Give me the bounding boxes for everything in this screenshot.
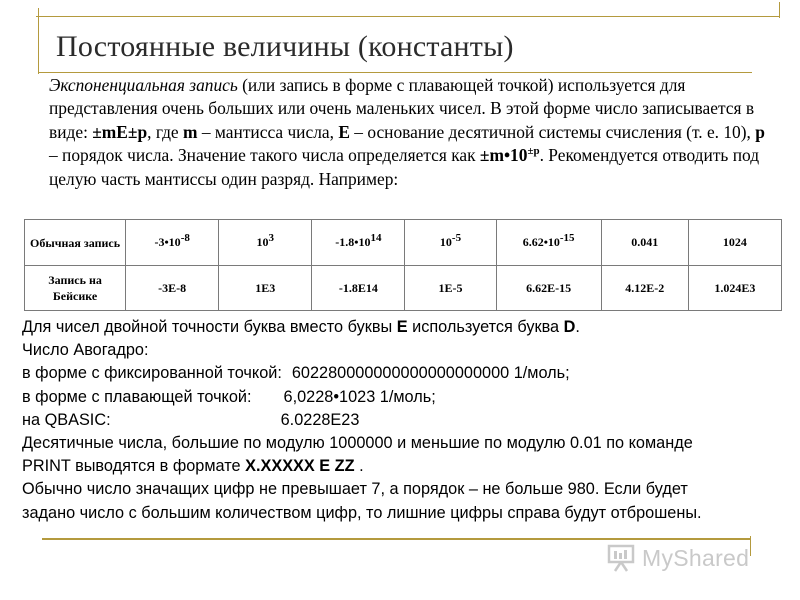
- text-line: на QBASIC: 6.0228E23: [22, 410, 360, 429]
- lower-text-block: [22, 316, 782, 525]
- intro-m: m: [183, 121, 198, 142]
- table-cell: $10^{-5}$: [405, 220, 496, 266]
- intro-value: [480, 145, 540, 165]
- intro-text-2: , где: [147, 121, 184, 142]
- intro-text-3: – мантисса числа,: [197, 121, 339, 142]
- table-cell: $-3•10^{-8}$: [126, 220, 219, 266]
- table-row-label: Запись на Бейсике: [25, 266, 126, 311]
- table-cell: 4.12E-2: [601, 266, 688, 311]
- text-line: задано число с большим количеством цифр, то лишние цифры справа будут отброшены.: [22, 503, 702, 522]
- table-row: [25, 266, 782, 311]
- table-cell: 1E-5: [405, 266, 496, 311]
- text-line: Обычно число значащих цифр не превышает 7, а порядок – не больше 980. Если будет: [22, 480, 688, 499]
- frame-top-tick: [779, 2, 780, 18]
- title-underline: [38, 72, 752, 73]
- page-title: Постоянные величины (константы): [56, 30, 514, 63]
- text-line: в форме с плавающей точкой: 6,0228•1023 1/моль;: [22, 387, 436, 406]
- frame-bottom-tick: [750, 536, 751, 556]
- text-line: Число Авогадро:: [22, 341, 149, 360]
- intro-paragraph: [49, 74, 774, 191]
- table-cell: $10^3$: [219, 220, 312, 266]
- table-cell: -3E-8: [126, 266, 219, 311]
- table-cell: 1024: [688, 220, 781, 266]
- table-cell: 1.024E3: [688, 266, 781, 311]
- intro-term: Экспоненциальная запись: [49, 75, 238, 95]
- table-row-label: Обычная запись: [25, 220, 126, 266]
- table-cell: $-1.8•10^{14}$: [312, 220, 405, 266]
- table-row: [25, 220, 782, 266]
- frame-top-line: [36, 16, 780, 17]
- table-cell: $6.62•10^{-15}$: [496, 220, 601, 266]
- text-line: PRINT выводятся в формате X.XXXXX E ZZ .: [22, 457, 364, 476]
- text-line: в форме с фиксированной точкой: 602280000000000000000000 1/моль;: [22, 364, 570, 383]
- intro-text-6: . Рекомендуется отводить под целую часть мантиссы один разряд. Например:: [49, 145, 760, 189]
- frame-bottom-line: [42, 538, 750, 540]
- presentation-board-icon: [606, 543, 636, 573]
- logo-text: MyShared: [642, 544, 750, 571]
- site-logo: [606, 542, 749, 574]
- notation-table: [24, 219, 782, 311]
- intro-p: p: [755, 121, 765, 142]
- intro-value-exp: ±p: [527, 145, 540, 158]
- text-line: Для чисел двойной точности буква вместо буквы E используется буква D.: [22, 318, 580, 336]
- table-cell: -1.8E14: [312, 266, 405, 311]
- table-cell: 0.041: [601, 220, 688, 266]
- intro-text-1: (или запись в форме с плавающей точкой) используется для представления очень больших или очень маленьких чисел. В этой форме число записывается в виде:: [49, 75, 755, 142]
- text-line: Десятичные числа, большие по модулю 1000000 и меньшие по модулю 0.01 по команде: [22, 434, 693, 453]
- intro-value-base: ±m•10: [479, 145, 528, 166]
- intro-text-4: – основание десятичной системы счисления (т. е. 10),: [349, 121, 756, 142]
- table-cell: 1E3: [219, 266, 312, 311]
- intro-E: E: [338, 121, 350, 142]
- intro-text-5: – порядок числа. Значение такого числа определяется как: [49, 145, 480, 166]
- frame-left-line: [38, 8, 39, 74]
- intro-form: ±mE±p: [92, 121, 148, 142]
- table-cell: 6.62E-15: [496, 266, 601, 311]
